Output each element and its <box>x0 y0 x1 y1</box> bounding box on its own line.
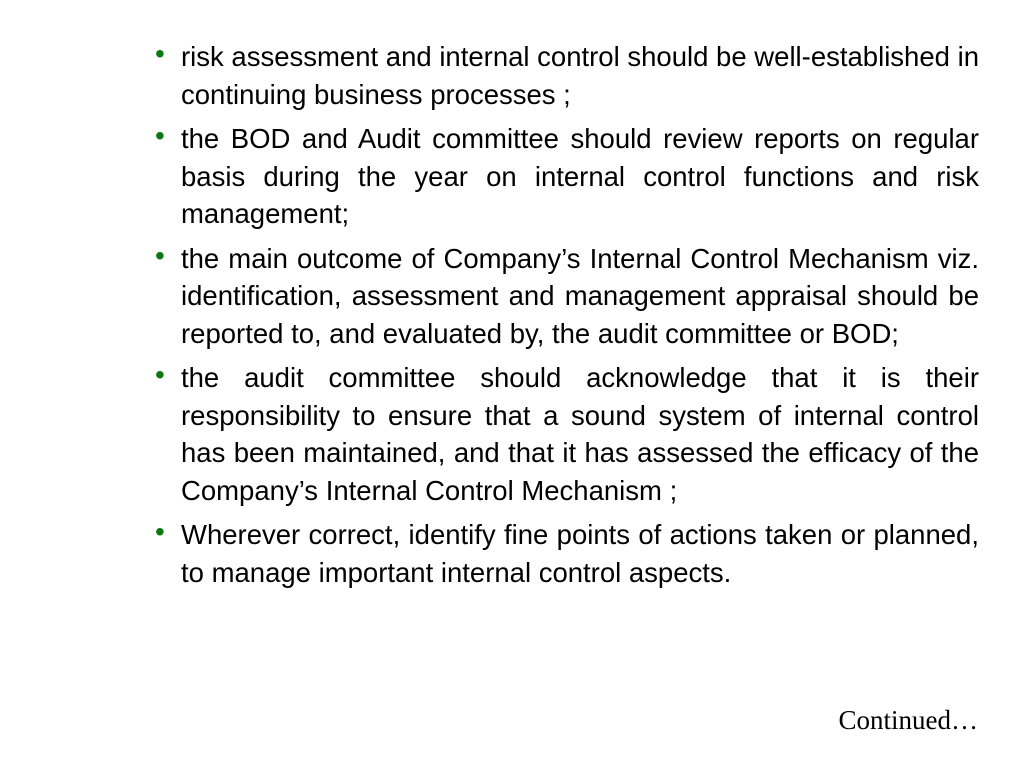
bullet-text: Wherever correct, identify fine points of actions taken or planned, to manage important internal control aspects. <box>181 519 979 588</box>
bullet-item <box>155 359 979 509</box>
bullet-dot-icon: • <box>155 239 165 271</box>
bullet-dot-icon: • <box>155 120 165 151</box>
bullet-item <box>155 240 979 353</box>
bullet-item <box>155 516 979 591</box>
bullet-text: risk assessment and internal control should be well-established in continuing business processes ; <box>181 41 979 110</box>
bullet-text: the main outcome of Company’s Internal Control Mechanism viz. identification, assessment and management appraisal should be reported to, and evaluated by, the audit committee or BOD; <box>181 242 979 349</box>
bullet-text: the audit committee should acknowledge that it is their responsibility to ensure that a sound system of internal control has been maintained, and that it has assessed the efficacy of the Company’s Internal Control Mechanism ; <box>181 362 979 506</box>
bullet-item <box>155 38 979 113</box>
bullet-dot-icon: • <box>155 516 165 547</box>
bullet-dot-icon: • <box>155 38 165 69</box>
bullet-list <box>155 38 979 598</box>
bullet-item <box>155 120 979 233</box>
bullet-dot-icon: • <box>155 359 165 390</box>
bullet-text: the BOD and Audit committee should review reports on regular basis during the year on internal control functions and risk management; <box>181 123 979 229</box>
continued-label: Continued… <box>838 705 978 735</box>
